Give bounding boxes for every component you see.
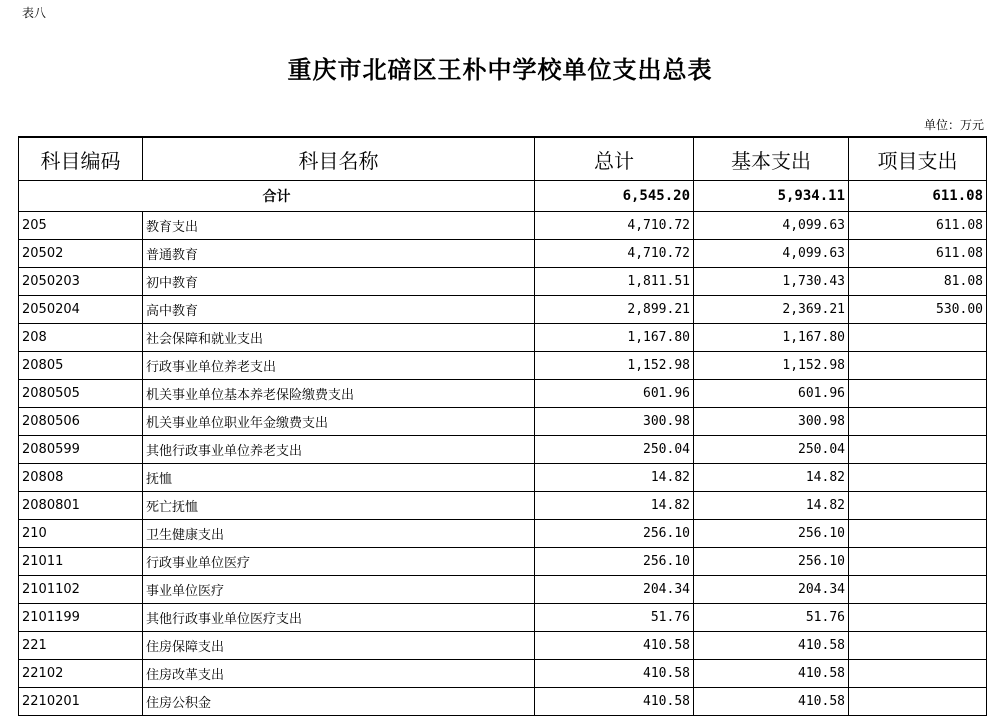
column-header-project: 项目支出 bbox=[849, 137, 987, 181]
row-total: 1,167.80 bbox=[535, 324, 694, 352]
row-code: 210 bbox=[19, 520, 143, 548]
row-project bbox=[849, 660, 987, 688]
total-row bbox=[19, 181, 987, 212]
row-project: 530.00 bbox=[849, 296, 987, 324]
table-row bbox=[19, 268, 987, 296]
row-name: 普通教育 bbox=[143, 240, 535, 268]
row-basic: 4,099.63 bbox=[694, 212, 849, 240]
page-title: 重庆市北碚区王朴中学校单位支出总表 bbox=[287, 55, 713, 84]
row-total: 204.34 bbox=[535, 576, 694, 604]
table-row bbox=[19, 380, 987, 408]
row-project bbox=[849, 324, 987, 352]
row-basic: 256.10 bbox=[694, 520, 849, 548]
row-total: 4,710.72 bbox=[535, 240, 694, 268]
row-basic: 410.58 bbox=[694, 688, 849, 716]
row-project: 611.08 bbox=[849, 212, 987, 240]
row-total: 14.82 bbox=[535, 492, 694, 520]
table-row bbox=[19, 352, 987, 380]
row-total: 256.10 bbox=[535, 520, 694, 548]
row-project bbox=[849, 520, 987, 548]
row-total: 14.82 bbox=[535, 464, 694, 492]
row-project bbox=[849, 688, 987, 716]
row-name: 死亡抚恤 bbox=[143, 492, 535, 520]
unit-label: 单位：万元 bbox=[923, 118, 984, 132]
row-project bbox=[849, 548, 987, 576]
row-name: 其他行政事业单位医疗支出 bbox=[143, 604, 535, 632]
row-total: 1,152.98 bbox=[535, 352, 694, 380]
row-code: 22102 bbox=[19, 660, 143, 688]
row-total: 410.58 bbox=[535, 660, 694, 688]
row-project bbox=[849, 436, 987, 464]
row-total: 256.10 bbox=[535, 548, 694, 576]
row-total: 4,710.72 bbox=[535, 212, 694, 240]
row-name: 住房保障支出 bbox=[143, 632, 535, 660]
row-basic: 51.76 bbox=[694, 604, 849, 632]
row-name: 机关事业单位基本养老保险缴费支出 bbox=[143, 380, 535, 408]
row-total: 601.96 bbox=[535, 380, 694, 408]
table-row bbox=[19, 464, 987, 492]
row-basic: 14.82 bbox=[694, 464, 849, 492]
row-project: 81.08 bbox=[849, 268, 987, 296]
total-project: 611.08 bbox=[849, 181, 987, 212]
row-project bbox=[849, 604, 987, 632]
row-name: 其他行政事业单位养老支出 bbox=[143, 436, 535, 464]
table-row bbox=[19, 520, 987, 548]
row-name: 教育支出 bbox=[143, 212, 535, 240]
row-code: 20502 bbox=[19, 240, 143, 268]
column-header-name: 科目名称 bbox=[143, 137, 535, 181]
row-basic: 14.82 bbox=[694, 492, 849, 520]
total-sum: 6,545.20 bbox=[535, 181, 694, 212]
table-row bbox=[19, 548, 987, 576]
row-total: 2,899.21 bbox=[535, 296, 694, 324]
total-basic: 5,934.11 bbox=[694, 181, 849, 212]
row-code: 2080801 bbox=[19, 492, 143, 520]
row-project bbox=[849, 380, 987, 408]
table-row bbox=[19, 324, 987, 352]
row-name: 行政事业单位养老支出 bbox=[143, 352, 535, 380]
row-project bbox=[849, 492, 987, 520]
row-name: 机关事业单位职业年金缴费支出 bbox=[143, 408, 535, 436]
row-project bbox=[849, 632, 987, 660]
row-basic: 204.34 bbox=[694, 576, 849, 604]
row-project bbox=[849, 576, 987, 604]
row-code: 2050204 bbox=[19, 296, 143, 324]
row-total: 51.76 bbox=[535, 604, 694, 632]
table-row bbox=[19, 436, 987, 464]
row-name: 高中教育 bbox=[143, 296, 535, 324]
column-header-code: 科目编码 bbox=[19, 137, 143, 181]
expenditure-table bbox=[18, 136, 987, 716]
row-project bbox=[849, 408, 987, 436]
row-basic: 410.58 bbox=[694, 660, 849, 688]
table-row bbox=[19, 688, 987, 716]
table-header-row bbox=[19, 137, 987, 181]
row-name: 住房公积金 bbox=[143, 688, 535, 716]
table-row bbox=[19, 240, 987, 268]
row-code: 21011 bbox=[19, 548, 143, 576]
row-basic: 250.04 bbox=[694, 436, 849, 464]
row-basic: 410.58 bbox=[694, 632, 849, 660]
row-total: 410.58 bbox=[535, 688, 694, 716]
row-code: 2080505 bbox=[19, 380, 143, 408]
row-name: 住房改革支出 bbox=[143, 660, 535, 688]
row-name: 行政事业单位医疗 bbox=[143, 548, 535, 576]
row-code: 205 bbox=[19, 212, 143, 240]
table-row bbox=[19, 604, 987, 632]
row-project: 611.08 bbox=[849, 240, 987, 268]
row-total: 1,811.51 bbox=[535, 268, 694, 296]
row-total: 410.58 bbox=[535, 632, 694, 660]
row-code: 2080599 bbox=[19, 436, 143, 464]
row-code: 2050203 bbox=[19, 268, 143, 296]
row-total: 250.04 bbox=[535, 436, 694, 464]
table-row bbox=[19, 492, 987, 520]
row-basic: 601.96 bbox=[694, 380, 849, 408]
table-row bbox=[19, 296, 987, 324]
table-row bbox=[19, 660, 987, 688]
row-code: 208 bbox=[19, 324, 143, 352]
row-total: 300.98 bbox=[535, 408, 694, 436]
row-basic: 1,167.80 bbox=[694, 324, 849, 352]
row-basic: 256.10 bbox=[694, 548, 849, 576]
column-header-basic: 基本支出 bbox=[694, 137, 849, 181]
row-name: 事业单位医疗 bbox=[143, 576, 535, 604]
row-basic: 1,152.98 bbox=[694, 352, 849, 380]
row-code: 2101199 bbox=[19, 604, 143, 632]
row-code: 2080506 bbox=[19, 408, 143, 436]
column-header-total: 总计 bbox=[535, 137, 694, 181]
row-code: 221 bbox=[19, 632, 143, 660]
total-label: 合计 bbox=[19, 181, 535, 212]
table-row bbox=[19, 576, 987, 604]
row-code: 2101102 bbox=[19, 576, 143, 604]
row-project bbox=[849, 464, 987, 492]
row-project bbox=[849, 352, 987, 380]
row-code: 20805 bbox=[19, 352, 143, 380]
row-basic: 1,730.43 bbox=[694, 268, 849, 296]
table-row bbox=[19, 408, 987, 436]
row-code: 2210201 bbox=[19, 688, 143, 716]
row-basic: 4,099.63 bbox=[694, 240, 849, 268]
row-name: 抚恤 bbox=[143, 464, 535, 492]
table-row bbox=[19, 212, 987, 240]
row-basic: 2,369.21 bbox=[694, 296, 849, 324]
row-name: 社会保障和就业支出 bbox=[143, 324, 535, 352]
table-number: 表八 bbox=[22, 6, 47, 20]
table-row bbox=[19, 632, 987, 660]
row-code: 20808 bbox=[19, 464, 143, 492]
row-basic: 300.98 bbox=[694, 408, 849, 436]
row-name: 卫生健康支出 bbox=[143, 520, 535, 548]
row-name: 初中教育 bbox=[143, 268, 535, 296]
